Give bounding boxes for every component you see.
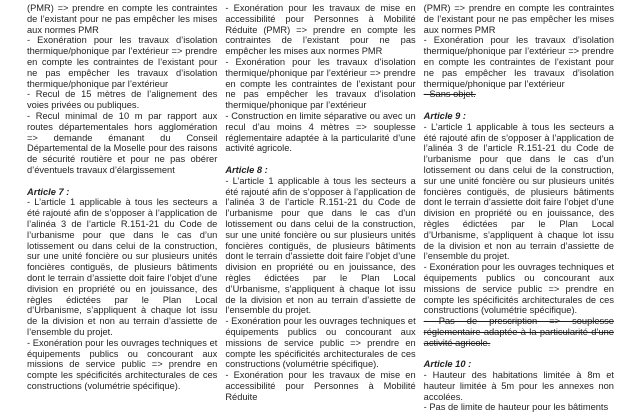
text-column-right (423, 3, 614, 413)
article-heading: Article 8 : (225, 164, 268, 175)
struck-paragraph: - Pas de prescription => souplesse réglementaire adaptée à la particularité d’une activité agricole. (423, 316, 614, 348)
paragraph: - Exonération pour les travaux d’isolation thermique/phonique par l’extérieur => prendre en compte les contraintes de l’existant pour ne pas empêcher les travaux d’isolation thermique/phonique par l’extérieur (423, 35, 614, 89)
article-heading: Article 7 : (27, 186, 70, 197)
paragraph: - Exonération pour les ouvrages techniques et équipements publics ou concourant aux missions de service public => prendre en compte les spécificités architecturales de ces constructions (volumétrie spécifique). (423, 262, 614, 316)
paragraph: - L’article 1 applicable à tous les secteurs a été rajouté afin de s’opposer à l’application de l’alinéa 3 de l’article R.151-21 du Code de l’urbanisme pour que dans le cas d’un lotissement ou dans celui de la construction, sur une unité foncière ou sur plusieurs unités foncières contiguës, de plusieurs bâtiments dont le terrain d’assiette doit faire l’objet d’une division en propriété ou en jouissance, des règles édictées par le Plan Local d’Urbanisme, s’appliquent à chaque lot issu de la division et non au terrain d’assiette de l’ensemble du projet. (27, 197, 218, 337)
text-column-left (27, 3, 217, 400)
paragraph: - Exonération pour les travaux de mise en accessibilité pour Personnes à Mobilité Réduite (225, 370, 416, 402)
paragraph: - L’article 1 applicable à tous les secteurs a été rajouté afin de s’opposer à l’application de l’alinéa 3 de l’article R.151-21 du Code de l’urbanisme pour que dans le cas d’un lotissement ou dans celui de la construction, sur une unité foncière ou sur plusieurs unités foncières contiguës, de plusieurs bâtiments dont le terrain d’assiette doit faire l’objet d’une division en propriété ou en jouissance, des règles édictées par le Plan Local d’Urbanisme, s’appliquent à chaque lot issu de la division et non au terrain d’assiette de l’ensemble du projet. (423, 121, 614, 262)
paragraph: - Exonération pour les ouvrages techniques et équipements publics ou concourant aux missions de service public => prendre en compte les spécificités architecturales de ces constructions (volumétrie spécifique). (225, 316, 416, 370)
paragraph: - Construction en limite séparative ou avec un recul d’au moins 4 mètres => souplesse réglementaire adaptée à la particularité d’une activité agricole. (225, 110, 416, 154)
paragraph: - Recul minimal de 10 m par rapport aux routes départementales hors agglomération => demande émanant du Conseil Départemental de la Moselle pour des raisons de sécurité routière et pour ne pas obérer d’éventuels travaux d’élargissement (27, 110, 218, 175)
paragraph: (PMR) => prendre en compte les contraintes de l’existant pour ne pas empêcher les mises aux normes PMR (423, 3, 614, 35)
paragraph: - Pas de limite de hauteur pour les bâtiments (423, 402, 609, 413)
paragraph: - Exonération pour les travaux d’isolation thermique/phonique par l’extérieur => prendre en compte les contraintes de l’existant pour ne pas empêcher les travaux d’isolation thermique/phonique par l’extérieur (225, 56, 416, 111)
paragraph: - Exonération pour les travaux de mise en accessibilité pour Personnes à Mobilité Réduite (PMR) => prendre en compte les contraintes de l’existant pour ne pas empêcher les mises aux normes PMR (225, 3, 416, 57)
paragraph: (PMR) => prendre en compte les contraintes de l’existant pour ne pas empêcher les mises aux normes PMR (27, 3, 218, 35)
paragraph: - Exonération pour les ouvrages techniques et équipements publics ou concourant aux missions de service public => prendre en compte les spécificités architecturales de ces constructions (volumétrie spécifique). (27, 337, 218, 391)
paragraph: - Recul de 15 mètres de l’alignement des voies privées ou publiques. (27, 89, 218, 111)
article-heading: Article 10 : (423, 359, 472, 370)
article-heading: Article 9 : (423, 110, 467, 121)
text-column-middle (225, 3, 415, 400)
paragraph: - Exonération pour les travaux d’isolation thermique/phonique par l’extérieur => prendre en compte les contraintes de l’existant pour ne pas empêcher les travaux d’isolation thermique/phonique par l’extérieur (27, 35, 218, 89)
paragraph: - Hauteur des habitations limitée à 8m et hauteur limitée à 5m pour les annexes non accolées. (423, 370, 614, 402)
struck-paragraph: - Sans objet. (423, 89, 476, 100)
paragraph: - L’article 1 applicable à tous les secteurs a été rajouté afin de s’opposer à l’application de l’alinéa 3 de l’article R.151-21 du Code de l’urbanisme pour que dans le cas d’un lotissement ou dans celui de la construction, sur une unité foncière ou sur plusieurs unités foncières contiguës, de plusieurs bâtiments dont le terrain d’assiette doit faire l’objet d’une division en propriété ou en jouissance, des règles édictées par le Plan Local d’Urbanisme, s’appliquent à chaque lot issu de la division et non au terrain d’assiette de l’ensemble du projet. (225, 175, 416, 316)
